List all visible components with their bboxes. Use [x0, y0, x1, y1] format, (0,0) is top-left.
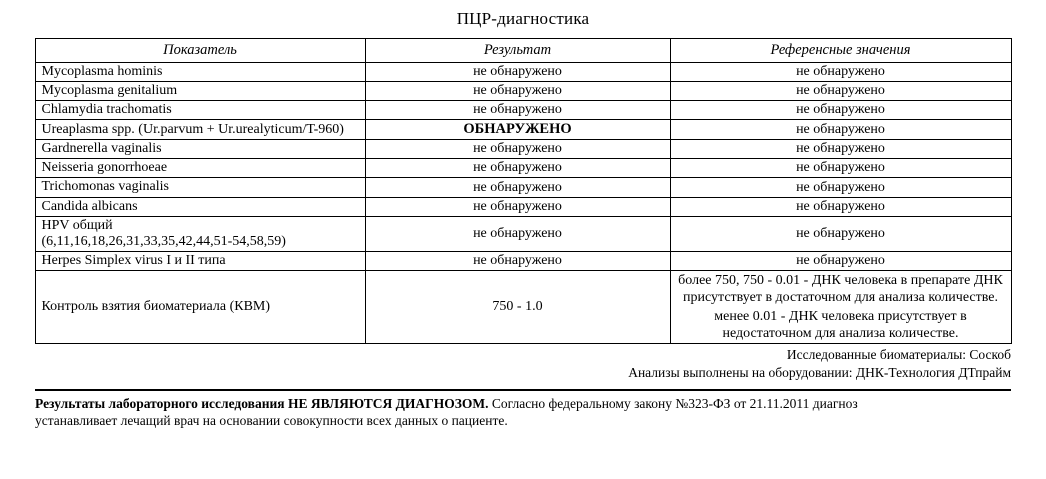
- table-header: [35, 39, 1011, 63]
- cell-result: не обнаружено: [365, 178, 670, 197]
- column-header-result: Результат: [365, 39, 670, 63]
- cell-indicator: [35, 216, 365, 251]
- column-header-indicator: Показатель: [35, 39, 365, 63]
- cell-indicator: Trichomonas vaginalis: [35, 178, 365, 197]
- cell-result: не обнаружено: [365, 197, 670, 216]
- table-body: [35, 63, 1011, 344]
- cell-result: не обнаружено: [365, 140, 670, 159]
- cell-indicator: Neisseria gonorrhoeae: [35, 159, 365, 178]
- table-row: [35, 159, 1011, 178]
- table-row: [35, 251, 1011, 270]
- kvm-reference-line1: более 750, 750 - 0.01 - ДНК человека в препарате ДНК присутствует в достаточном для анализа количестве.: [678, 272, 1003, 306]
- page-title: ПЦР-диагностика: [456, 9, 590, 28]
- table-row-kvm: [35, 270, 1011, 343]
- cell-indicator: Mycoplasma hominis: [35, 63, 365, 82]
- cell-indicator-line2: (6,11,16,18,26,31,33,35,42,44,51-54,58,59): [41, 233, 286, 249]
- table-header-row: [35, 39, 1011, 63]
- cell-indicator: Chlamydia trachomatis: [35, 101, 365, 120]
- cell-indicator-line1: HPV общий: [41, 217, 113, 233]
- biomaterials-line: Исследованные биоматериалы: Соскоб: [786, 347, 1011, 363]
- cell-reference: не обнаружено: [670, 101, 1011, 120]
- cell-reference: не обнаружено: [670, 178, 1011, 197]
- cell-indicator: Mycoplasma genitalium: [35, 82, 365, 101]
- pcr-results-table: [35, 38, 1012, 344]
- cell-indicator: Ureaplasma spp. (Ur.parvum + Ur.urealyticum/T-960): [35, 120, 365, 140]
- cell-result: не обнаружено: [365, 82, 670, 101]
- table-row: [35, 216, 1011, 251]
- cell-result: не обнаружено: [365, 159, 670, 178]
- disclaimer-line2: устанавливает лечащий врач на основании совокупности всех данных о пациенте.: [35, 413, 508, 429]
- cell-reference: не обнаружено: [670, 159, 1011, 178]
- table-row: [35, 101, 1011, 120]
- cell-reference: не обнаружено: [670, 120, 1011, 140]
- table-row: [35, 63, 1011, 82]
- cell-result: не обнаружено: [365, 101, 670, 120]
- column-header-reference: Референсные значения: [670, 39, 1011, 63]
- cell-result: 750 - 1.0: [365, 270, 670, 343]
- cell-reference: не обнаружено: [670, 140, 1011, 159]
- divider: [35, 389, 1011, 391]
- table-row: [35, 140, 1011, 159]
- cell-result: ОБНАРУЖЕНО: [365, 120, 670, 140]
- cell-reference: не обнаружено: [670, 216, 1011, 251]
- cell-indicator: Контроль взятия биоматериала (КВМ): [35, 270, 365, 343]
- cell-reference: не обнаружено: [670, 63, 1011, 82]
- footer-info: [35, 346, 1011, 382]
- cell-reference: не обнаружено: [670, 82, 1011, 101]
- kvm-reference-line2: менее 0.01 - ДНК человека присутствует в недостаточном для анализа количестве.: [714, 309, 967, 342]
- document-page: [0, 9, 1046, 479]
- table-row: [35, 197, 1011, 216]
- table-row: [35, 120, 1011, 140]
- cell-reference: не обнаружено: [670, 197, 1011, 216]
- cell-reference: [670, 270, 1011, 343]
- table-row: [35, 178, 1011, 197]
- cell-result: не обнаружено: [365, 216, 670, 251]
- equipment-line: Анализы выполнены на оборудовании: ДНК-Технология ДТпрайм: [628, 365, 1011, 381]
- cell-reference: не обнаружено: [670, 251, 1011, 270]
- cell-indicator: Candida albicans: [35, 197, 365, 216]
- disclaimer-rest: Согласно федеральному закону №323-ФЗ от 21.11.2011 диагноз: [491, 395, 858, 411]
- cell-indicator: Herpes Simplex virus I и II типа: [35, 251, 365, 270]
- table-row: [35, 82, 1011, 101]
- cell-result: не обнаружено: [365, 251, 670, 270]
- disclaimer: [35, 395, 1011, 430]
- cell-indicator: Gardnerella vaginalis: [35, 140, 365, 159]
- disclaimer-strong: Результаты лабораторного исследования НЕ ЯВЛЯЮТСЯ ДИАГНОЗОМ.: [35, 395, 489, 411]
- cell-result: не обнаружено: [365, 63, 670, 82]
